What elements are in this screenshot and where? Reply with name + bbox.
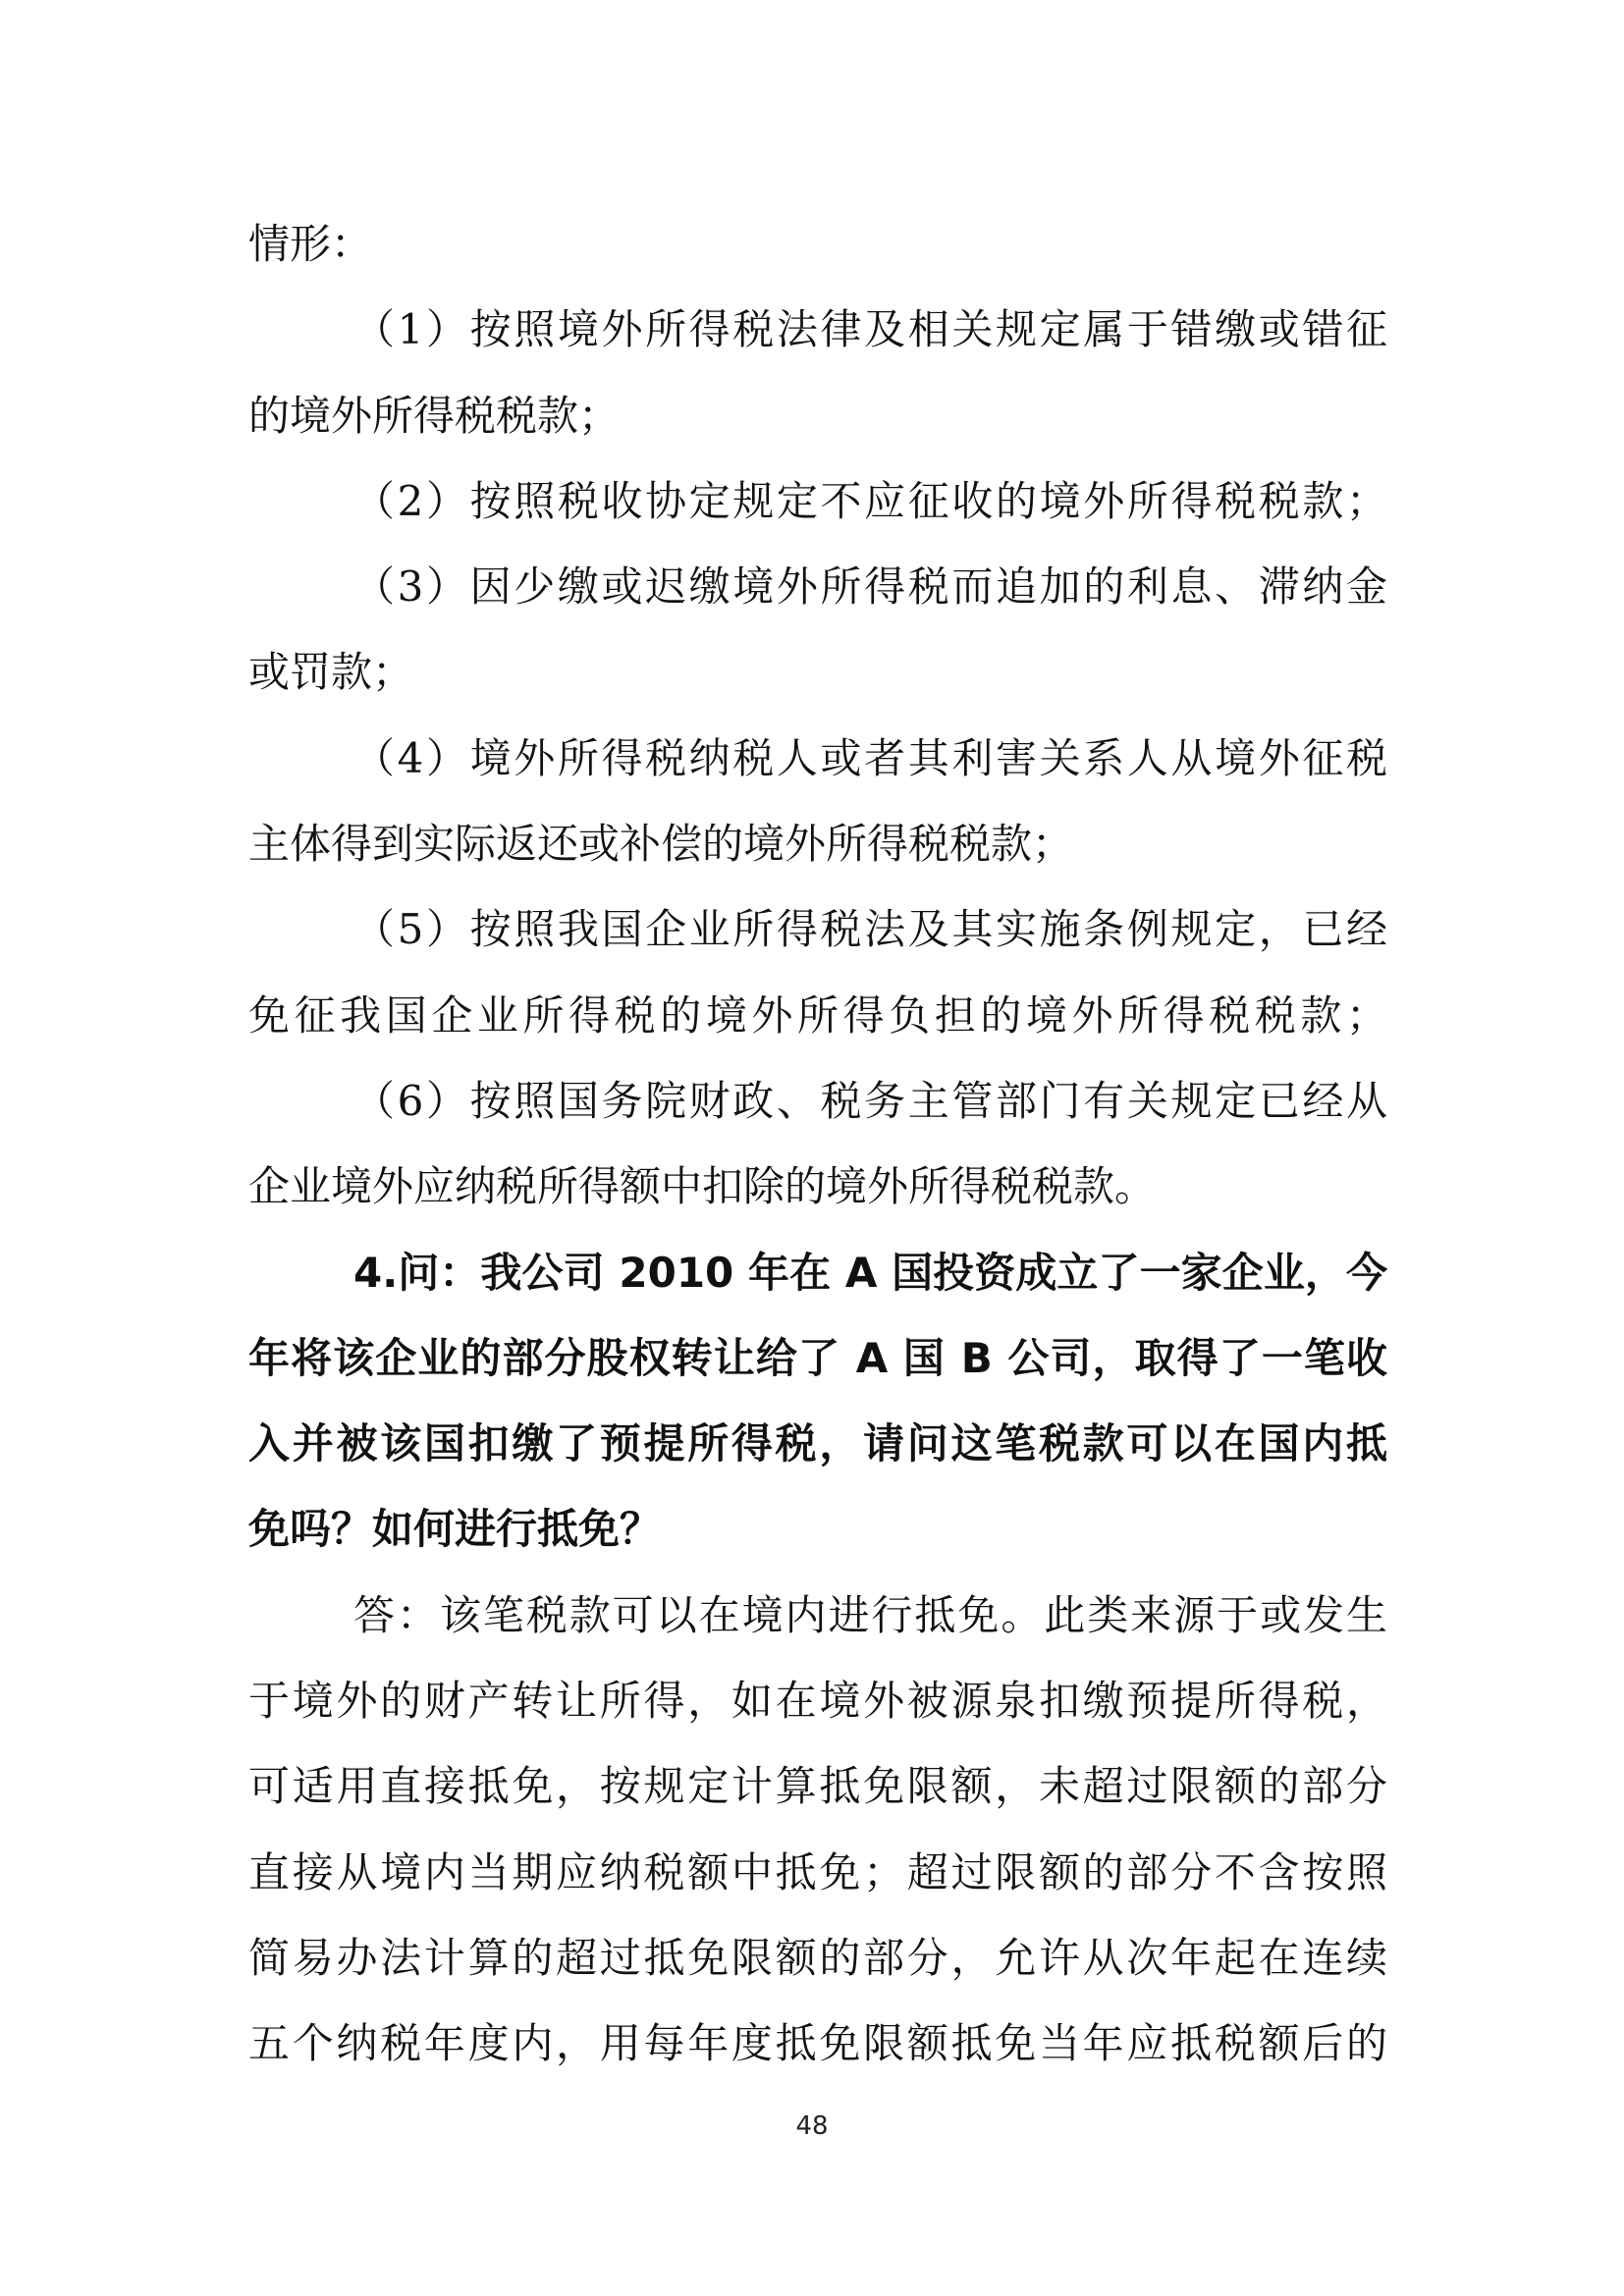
text-line: 主体得到实际返还或补偿的境外所得税税款； [248,820,1074,869]
text-line: 或罚款； [248,648,414,697]
text-line: 的境外所得税税款； [248,391,621,440]
question-line: 年将该企业的部分股权转让给了 A 国 B 公司，取得了一笔收 [248,1333,1387,1382]
answer-line: 可适用直接抵免，按规定计算抵免限额，未超过限额的部分 [248,1762,1387,1811]
answer-line: 于境外的财产转让所得，如在境外被源泉扣缴预提所得税， [248,1677,1387,1726]
question-line: 免吗？如何进行抵免？ [248,1505,662,1554]
text-line: （3）因少缴或迟缴境外所得税而追加的利息、滞纳金 [353,562,1387,612]
text-line: （2）按照税收协定规定不应征收的境外所得税税款； [353,476,1387,525]
answer-line: 简易办法计算的超过抵免限额的部分，允许从次年起在连续 [248,1933,1387,1982]
text-line: （4）境外所得税纳税人或者其利害关系人从境外征税 [353,733,1387,782]
text-line: （5）按照我国企业所得税法及其实施条例规定，已经 [353,905,1387,954]
text-line: 企业境外应纳税所得额中扣除的境外所得税税款。 [248,1162,1157,1211]
text-line: 免征我国企业所得税的境外所得负担的境外所得税税款； [248,990,1387,1040]
text-line: （6）按照国务院财政、税务主管部门有关规定已经从 [353,1076,1387,1125]
question-line: 入并被该国扣缴了预提所得税，请问这笔税款可以在国内抵 [248,1419,1387,1468]
text-line: （1）按照境外所得税法律及相关规定属于错缴或错征 [353,305,1387,354]
answer-line: 答：该笔税款可以在境内进行抵免。此类来源于或发生 [353,1590,1387,1639]
page-body [248,201,1387,2087]
question-line: 4.问：我公司 2010 年在 A 国投资成立了一家企业，今 [353,1248,1387,1297]
answer-line: 五个纳税年度内，用每年度抵免限额抵免当年应抵税额后的 [248,2019,1387,2068]
answer-line: 直接从境内当期应纳税额中抵免；超过限额的部分不含按照 [248,1847,1387,1896]
page-number: 48 [795,2111,829,2141]
text-line: 情形： [248,220,373,268]
